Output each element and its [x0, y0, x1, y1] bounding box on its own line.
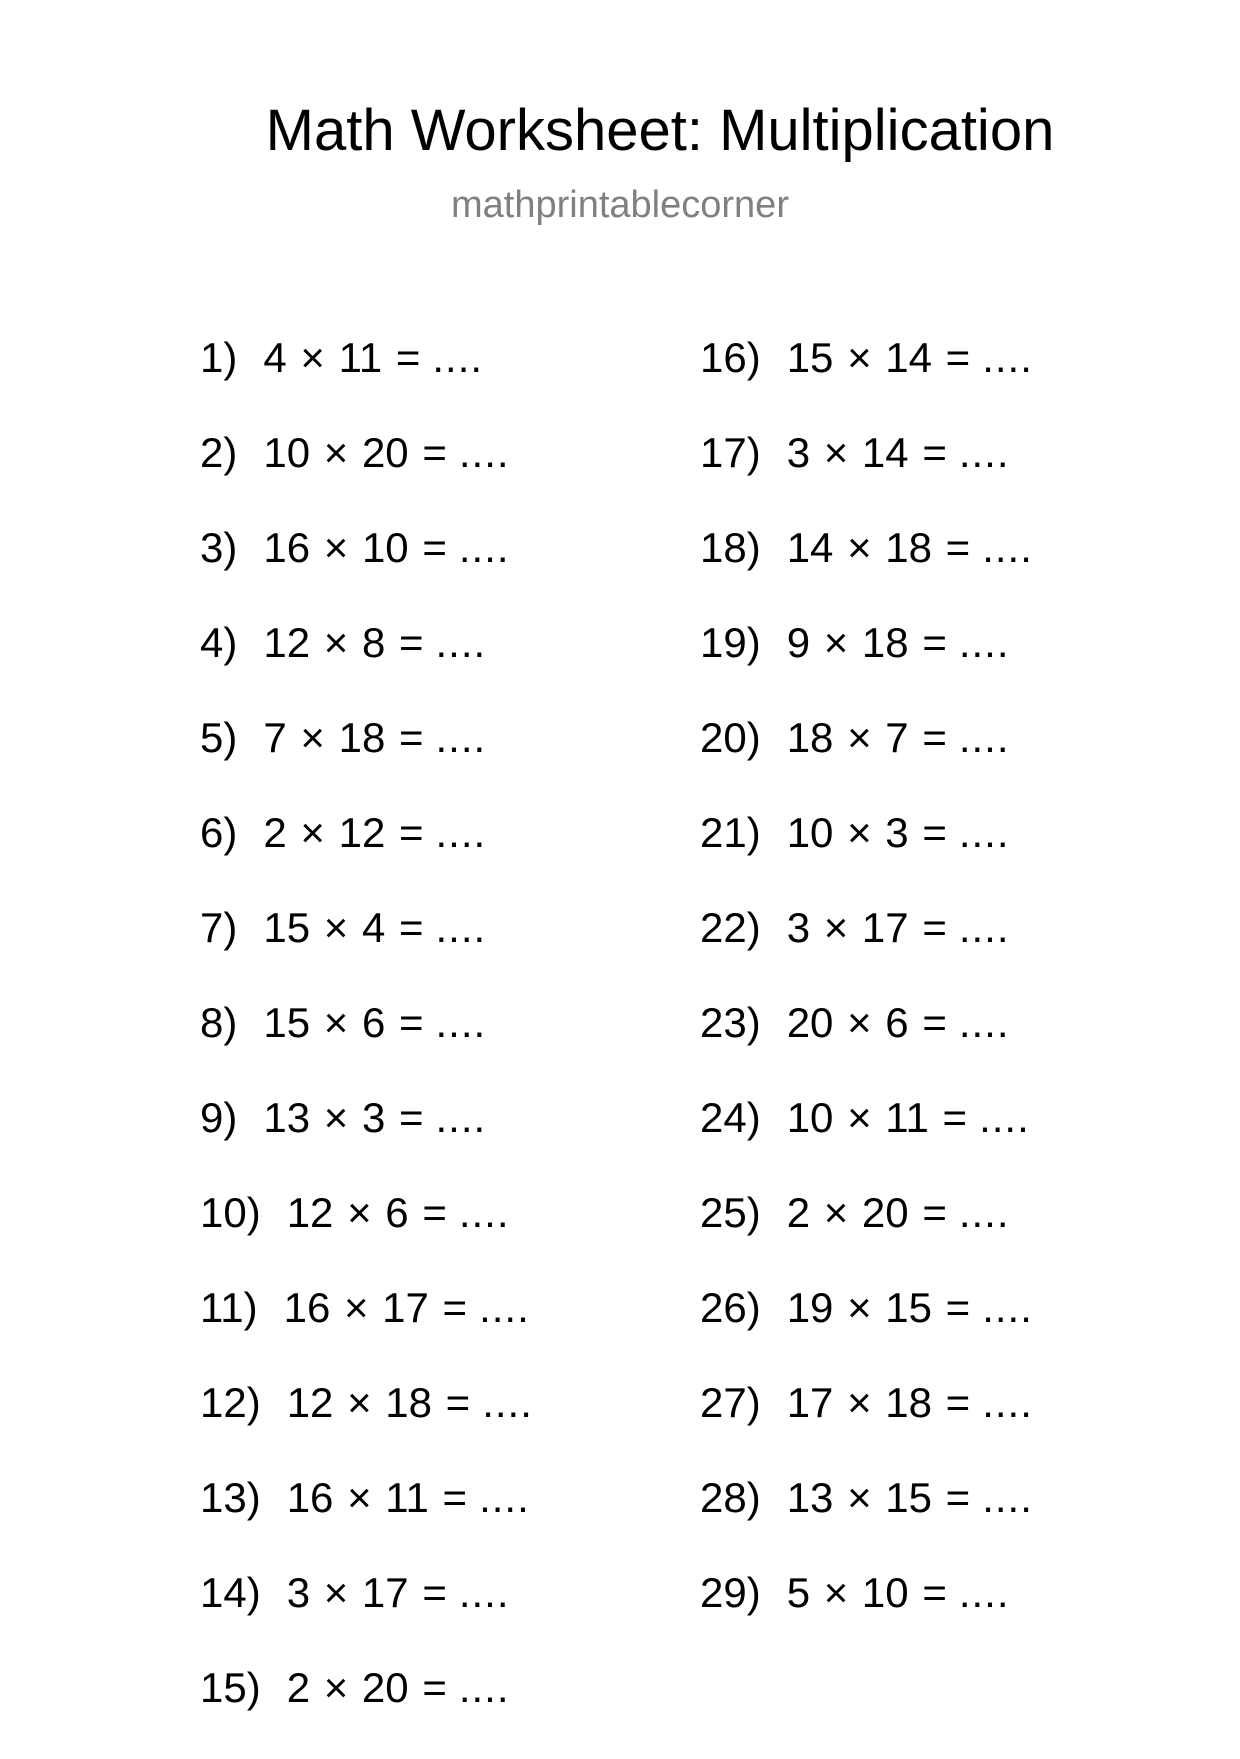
problem-expression: 15 × 14 =: [786, 334, 971, 381]
answer-blank[interactable]: ....: [982, 1474, 1033, 1521]
problem-expression: 2 × 20 =: [786, 1189, 947, 1236]
problem-item: [200, 714, 533, 809]
problem-number: 27): [700, 1379, 761, 1426]
problem-expression: 9 × 18 =: [786, 619, 947, 666]
problem-expression: 19 × 15 =: [786, 1284, 971, 1331]
problem-expression: 18 × 7 =: [786, 714, 947, 761]
problem-number: 3): [200, 524, 238, 571]
problem-item: [200, 1569, 533, 1664]
problem-expression: 13 × 3 =: [263, 1094, 424, 1141]
problem-number: 24): [700, 1094, 761, 1141]
answer-blank[interactable]: ....: [958, 809, 1010, 856]
problem-number: 23): [700, 999, 761, 1046]
problem-number: 12): [200, 1379, 261, 1426]
problem-expression: 12 × 8 =: [263, 619, 424, 666]
problem-expression: 12 × 18 =: [286, 1379, 471, 1426]
problem-item: [700, 334, 1033, 429]
problem-expression: 16 × 10 =: [263, 524, 447, 571]
problem-item: [200, 1664, 533, 1759]
problem-number: 18): [700, 524, 761, 571]
problem-item: [200, 334, 533, 429]
answer-blank[interactable]: ....: [435, 1094, 487, 1141]
answer-blank[interactable]: ....: [958, 619, 1010, 666]
answer-blank[interactable]: ....: [458, 1664, 510, 1711]
problem-expression: 16 × 11 =: [286, 1474, 468, 1521]
answer-blank[interactable]: ....: [482, 1379, 533, 1426]
problem-item: [200, 524, 533, 619]
problem-item: [700, 524, 1033, 619]
problem-number: 2): [200, 429, 238, 476]
problem-item: [700, 619, 1033, 714]
problem-number: 1): [200, 334, 238, 381]
problem-expression: 2 × 20 =: [286, 1664, 447, 1711]
answer-blank[interactable]: ....: [982, 1379, 1033, 1426]
answer-blank[interactable]: ....: [958, 1189, 1010, 1236]
problem-number: 5): [200, 714, 238, 761]
problem-expression: 20 × 6 =: [786, 999, 947, 1046]
problem-expression: 13 × 15 =: [786, 1474, 971, 1521]
answer-blank[interactable]: ....: [479, 1474, 530, 1521]
problem-item: [200, 809, 533, 904]
problem-expression: 5 × 10 =: [786, 1569, 947, 1616]
answer-blank[interactable]: ....: [435, 714, 487, 761]
problem-item: [200, 1379, 533, 1474]
answer-blank[interactable]: ....: [982, 1284, 1033, 1331]
problem-number: 8): [200, 999, 238, 1046]
problem-number: 25): [700, 1189, 761, 1236]
answer-blank[interactable]: ....: [458, 524, 510, 571]
problem-expression: 3 × 17 =: [786, 904, 947, 951]
problem-item: [700, 1474, 1033, 1569]
answer-blank[interactable]: ....: [458, 1569, 510, 1616]
page-subtitle: mathprintablecorner: [451, 184, 789, 226]
problem-item: [700, 904, 1033, 999]
problem-number: 22): [700, 904, 761, 951]
problem-number: 13): [200, 1474, 261, 1521]
answer-blank[interactable]: ....: [435, 904, 487, 951]
problem-expression: 16 × 17 =: [283, 1284, 468, 1331]
problem-expression: 4 × 11 =: [263, 334, 421, 381]
answer-blank[interactable]: ....: [979, 1094, 1030, 1141]
problem-number: 9): [200, 1094, 238, 1141]
problem-expression: 17 × 18 =: [786, 1379, 971, 1426]
problem-item: [200, 429, 533, 524]
answer-blank[interactable]: ....: [435, 619, 487, 666]
problem-expression: 10 × 11 =: [786, 1094, 968, 1141]
problem-item: [200, 999, 533, 1094]
problem-item: [200, 1189, 533, 1284]
answer-blank[interactable]: ....: [435, 999, 487, 1046]
problem-expression: 15 × 4 =: [263, 904, 424, 951]
problem-item: [700, 1189, 1033, 1284]
problem-number: 20): [700, 714, 761, 761]
answer-blank[interactable]: ....: [458, 429, 510, 476]
problem-item: [200, 1094, 533, 1189]
problem-item: [700, 1569, 1033, 1664]
problem-column-right: [700, 334, 1033, 1664]
answer-blank[interactable]: ....: [982, 524, 1033, 571]
problem-expression: 10 × 20 =: [263, 429, 447, 476]
answer-blank[interactable]: ....: [479, 1284, 530, 1331]
problem-number: 28): [700, 1474, 761, 1521]
answer-blank[interactable]: ....: [982, 334, 1033, 381]
problem-expression: 15 × 6 =: [263, 999, 424, 1046]
problem-item: [700, 809, 1033, 904]
problem-expression: 7 × 18 =: [263, 714, 424, 761]
problem-number: 10): [200, 1189, 261, 1236]
problem-expression: 2 × 12 =: [263, 809, 424, 856]
problem-item: [700, 714, 1033, 809]
problem-item: [700, 1284, 1033, 1379]
answer-blank[interactable]: ....: [958, 999, 1010, 1046]
problem-expression: 3 × 14 =: [786, 429, 947, 476]
problem-expression: 14 × 18 =: [786, 524, 971, 571]
problem-item: [200, 1474, 533, 1569]
answer-blank[interactable]: ....: [458, 1189, 510, 1236]
answer-blank[interactable]: ....: [958, 904, 1010, 951]
answer-blank[interactable]: ....: [432, 334, 484, 381]
problem-item: [700, 999, 1033, 1094]
problem-item: [700, 1379, 1033, 1474]
problem-number: 16): [700, 334, 761, 381]
problem-number: 19): [700, 619, 761, 666]
problem-number: 14): [200, 1569, 261, 1616]
page-title: Math Worksheet: Multiplication: [265, 98, 1055, 163]
problem-number: 7): [200, 904, 238, 951]
problem-number: 6): [200, 809, 238, 856]
problem-expression: 3 × 17 =: [286, 1569, 447, 1616]
problem-item: [200, 1284, 533, 1379]
problem-column-left: [200, 334, 533, 1759]
answer-blank[interactable]: ....: [958, 429, 1010, 476]
problem-number: 4): [200, 619, 238, 666]
problem-number: 29): [700, 1569, 761, 1616]
answer-blank[interactable]: ....: [958, 714, 1010, 761]
answer-blank[interactable]: ....: [958, 1569, 1010, 1616]
problem-number: 21): [700, 809, 761, 856]
problem-expression: 12 × 6 =: [286, 1189, 447, 1236]
answer-blank[interactable]: ....: [435, 809, 487, 856]
problem-number: 17): [700, 429, 761, 476]
problem-number: 15): [200, 1664, 261, 1711]
problem-item: [200, 619, 533, 714]
problem-item: [700, 429, 1033, 524]
problem-expression: 10 × 3 =: [786, 809, 947, 856]
problem-item: [200, 904, 533, 999]
problem-number: 26): [700, 1284, 761, 1331]
problem-number: 11): [200, 1284, 258, 1331]
problem-item: [700, 1094, 1033, 1189]
